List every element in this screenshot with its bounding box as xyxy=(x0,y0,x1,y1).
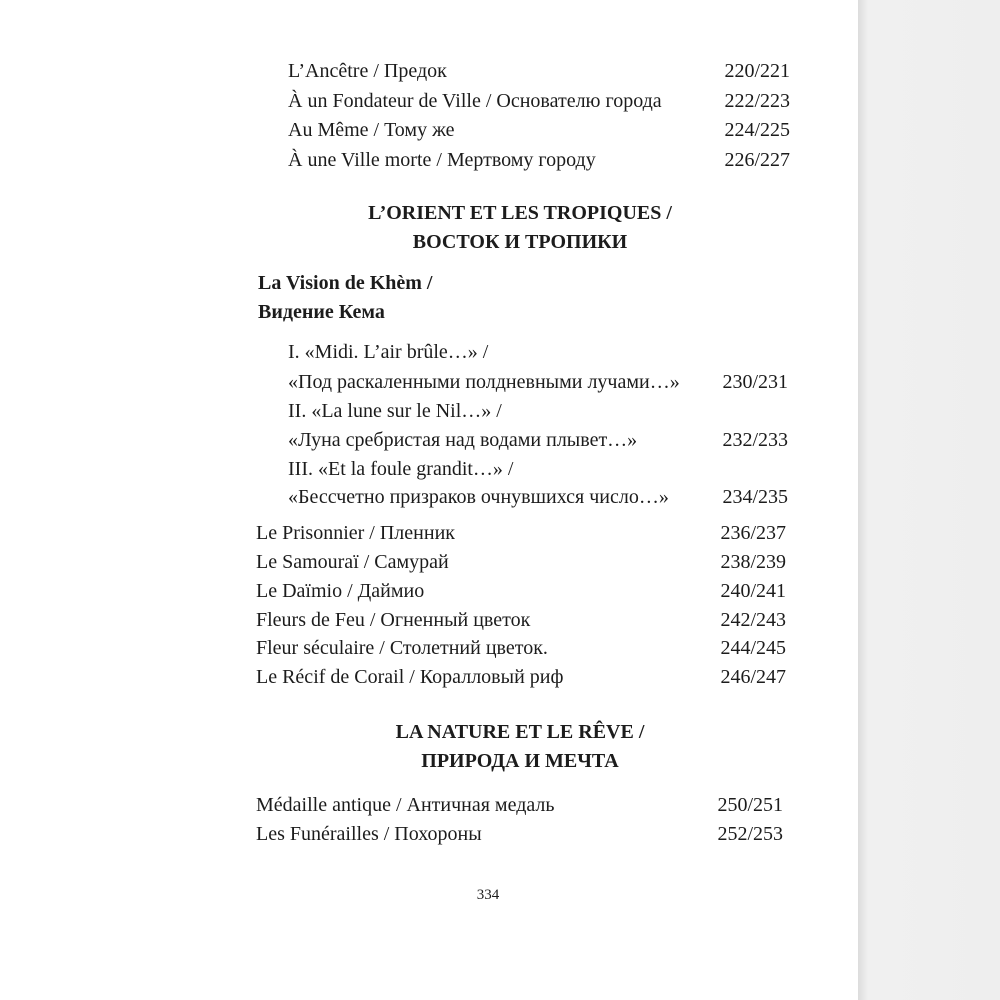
entry-title: Le Daïmio / Даймио xyxy=(256,580,425,602)
entry-title: Le Prisonnier / Пленник xyxy=(256,522,455,544)
entry-pages: 220/221 xyxy=(724,60,790,82)
entry-title: L’Ancêtre / Предок xyxy=(288,60,447,82)
entry-pages: 232/233 xyxy=(722,429,788,451)
entry-pages: 222/223 xyxy=(724,90,790,112)
section-heading: ПРИРОДА И МЕЧТА xyxy=(421,750,619,772)
entry-title: «Луна сребристая над водами плывет…» xyxy=(288,429,638,451)
entry-title: Les Funérailles / Похороны xyxy=(256,823,482,845)
entry-title: Fleurs de Feu / Огненный цветок xyxy=(256,609,531,631)
entry-title: À une Ville morte / Мертвому городу xyxy=(288,149,596,171)
entry-title: À un Fondateur de Ville / Основателю города xyxy=(288,90,662,112)
section-heading: L’ORIENT ET LES TROPIQUES / xyxy=(368,202,672,224)
subsection-heading: Видение Кема xyxy=(258,301,385,323)
section-heading: ВОСТОК И ТРОПИКИ xyxy=(412,231,628,253)
entry-pages: 250/251 xyxy=(717,794,783,816)
entry-title: Le Récif de Corail / Коралловый риф xyxy=(256,666,564,688)
entry-pages: 238/239 xyxy=(720,551,786,573)
entry-title: Médaille antique / Античная медаль xyxy=(256,794,555,816)
entry-pages: 230/231 xyxy=(722,371,788,393)
entry-pages: 252/253 xyxy=(717,823,783,845)
entry-pages: 234/235 xyxy=(722,486,788,508)
entry-title: II. «La lune sur le Nil…» / xyxy=(288,400,502,422)
entry-title: «Бессчетно призраков очнувшихся число…» xyxy=(288,486,669,508)
entry-pages: 246/247 xyxy=(720,666,786,688)
page-number: 334 xyxy=(476,887,500,903)
section-heading: LA NATURE ET LE RÊVE / xyxy=(395,721,645,743)
subsection-heading: La Vision de Khèm / xyxy=(258,272,433,294)
entry-pages: 226/227 xyxy=(724,149,790,171)
entry-title: Fleur séculaire / Столетний цветок. xyxy=(256,637,548,659)
entry-title: «Под раскаленными полдневными лучами…» xyxy=(288,371,680,393)
entry-title: I. «Midi. L’air brûle…» / xyxy=(288,341,489,363)
entry-pages: 244/245 xyxy=(720,637,786,659)
entry-pages: 236/237 xyxy=(720,522,786,544)
entry-title: Au Même / Тому же xyxy=(288,119,455,141)
entry-pages: 224/225 xyxy=(724,119,790,141)
entry-title: III. «Et la foule grandit…» / xyxy=(288,458,514,480)
entry-pages: 240/241 xyxy=(720,580,786,602)
entry-title: Le Samouraï / Самурай xyxy=(256,551,449,573)
page-edge-shadow xyxy=(858,0,1000,1000)
entry-pages: 242/243 xyxy=(720,609,786,631)
